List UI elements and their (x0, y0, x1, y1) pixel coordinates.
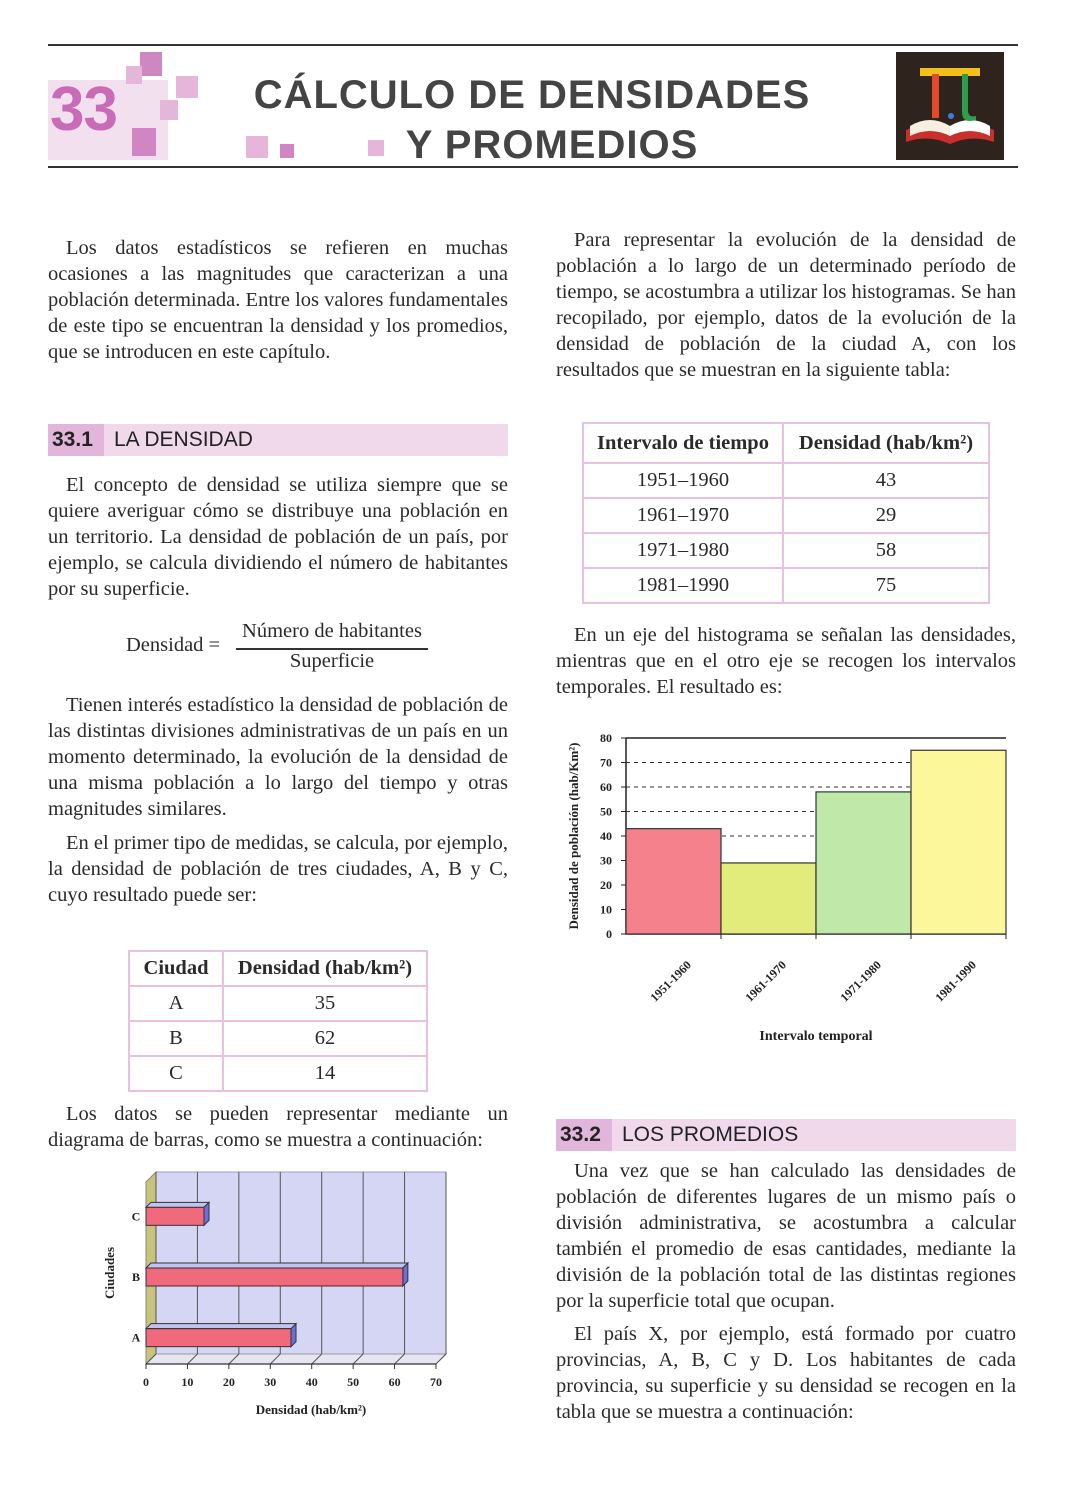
y-tick-label: 70 (600, 755, 612, 770)
table-cell: 29 (783, 498, 989, 533)
x-tick-label: 1971-1980 (837, 957, 885, 1005)
table-cell: 58 (783, 533, 989, 568)
chapter-number: 33 (50, 75, 117, 144)
section-number: 33.1 (48, 424, 104, 456)
table-header-row (583, 423, 989, 463)
table-row (129, 1021, 427, 1056)
x-tick-label: 30 (264, 1375, 277, 1389)
bar-A (146, 1329, 291, 1347)
y-tick-label: 20 (600, 878, 612, 892)
cities-paragraph: En el primer tipo de medidas, se calcula, por ejemplo, la densidad de población de tres ciudades, A, B y C, cuyo resultado puede ser: (48, 832, 508, 906)
x-tick-label: 10 (181, 1375, 194, 1389)
decor-square (132, 128, 156, 156)
table-row (129, 986, 427, 1021)
y-tick-label: 30 (600, 853, 612, 868)
cities-density-table (128, 950, 428, 1092)
table-cell: 1951–1960 (583, 463, 783, 498)
country-paragraph: El país X, por ejemplo, está formado por cuatro provincias, A, B, C y D. Los habitantes de cada provincia, su superficie y su densidad se recogen en la tabla que se muestra a continuación: (556, 1323, 1016, 1423)
table-header-row (129, 951, 427, 986)
header-top-rule (48, 44, 1018, 46)
table-cell: 1971–1980 (583, 533, 783, 568)
section-number: 33.2 (556, 1119, 612, 1151)
density-paragraph: El concepto de densidad se utiliza siempre que se quiere averiguar cómo se distribuye una población en un territorio. La densidad de población de un país, por ejemplo, se calcula dividiendo el número de habitantes por su superficie. (48, 474, 508, 600)
x-tick-label: 70 (430, 1375, 442, 1389)
y-axis-label: Ciudades (102, 1246, 117, 1300)
x-axis-label: Intervalo temporal (759, 1029, 873, 1044)
plot-floor (146, 1354, 446, 1364)
chapter-title-line1: CÁLCULO DE DENSIDADES (253, 73, 811, 117)
bar-1971-1980 (816, 792, 911, 934)
table-cell: 75 (783, 568, 989, 603)
table-cell: 1981–1990 (583, 568, 783, 603)
interest-paragraph: Tienen interés estadístico la densidad de población de las distintas divisiones administrativas de un país en un momento determinado, la evolución de la densidad de una misma población a lo largo del tiempo y otras magnitudes similares. (48, 694, 508, 820)
density-histogram (556, 718, 1026, 1058)
decor-square (140, 52, 162, 76)
formula-denominator: Superficie (289, 650, 375, 672)
x-tick-label: 60 (388, 1375, 401, 1389)
time-density-table (582, 422, 990, 604)
table-row (583, 463, 989, 498)
x-tick-label: 0 (143, 1375, 149, 1389)
chapter-title (222, 70, 842, 170)
histogram-axes-paragraph: En un eje del histograma se señalan las densidades, mientras que en el otro eje se recogen los intervalos temporales. El resultado es: (556, 624, 1016, 698)
y-tick-label: 0 (606, 927, 612, 941)
y-axis-label: Densidad de población (hab/Km²) (566, 742, 581, 930)
pi-book-icon (896, 52, 1004, 160)
averages-paragraph: Una vez que se han calculado las densidades de población de diferentes lugares de un mismo país o división administrativa, se acostumbra a calcular también el promedio de esas cantidades, mediante la división de la población total de las distintas regiones por la superficie total que ocupan. (556, 1160, 1016, 1312)
x-tick-label: 50 (347, 1375, 360, 1389)
decor-square (176, 76, 198, 98)
bar-1961-1970 (721, 863, 816, 934)
table-cell: C (129, 1056, 223, 1091)
table-row (583, 498, 989, 533)
y-tick-label: 50 (600, 804, 612, 819)
cities-bar-chart (90, 1168, 470, 1428)
y-tick-label: A (131, 1330, 141, 1345)
x-tick-label: 1961-1970 (742, 957, 790, 1005)
formula-numerator: Número de habitantes (242, 620, 422, 642)
histogram-intro-paragraph: Para representar la evolución de la densidad de población a lo largo de un determinado período de tiempo, se acostumbra a utilizar los histogramas. Se han recopilado, por ejemplo, datos de la evolución de la densidad de población de la ciudad A, con los resultados que se muestran en la siguiente tabla: (556, 229, 1016, 381)
table-cell: A (129, 986, 223, 1021)
table-header-cell: Densidad (hab/km²) (783, 423, 989, 463)
y-tick-label: C (131, 1209, 141, 1224)
bar-1981-1990 (911, 750, 1006, 934)
x-tick-label: 1951-1960 (647, 957, 695, 1005)
section-title: LA DENSIDAD (114, 428, 253, 451)
table-cell: 1961–1970 (583, 498, 783, 533)
table-header-cell: Ciudad (129, 951, 223, 986)
bar-top-face (146, 1202, 209, 1207)
table-cell: 43 (783, 463, 989, 498)
y-tick-label: 10 (600, 902, 612, 917)
bar-top-face (146, 1263, 408, 1268)
table-cell: 62 (223, 1021, 427, 1056)
bar-top-face (146, 1324, 296, 1329)
section-title: LOS PROMEDIOS (622, 1123, 799, 1146)
bar-C (146, 1207, 204, 1225)
x-axis-label: Densidad (hab/km²) (255, 1402, 367, 1417)
y-tick-label: 40 (600, 829, 612, 843)
table-cell: 35 (223, 986, 427, 1021)
chapter-title-line2: Y PROMEDIOS (405, 123, 699, 167)
intro-paragraph: Los datos estadísticos se refieren en muchas ocasiones a las magnitudes que caracterizan a una población determinada. Entre los valores fundamentales de este tipo se encuentran la densidad y los promedios, que se introducen en este capítulo. (48, 237, 508, 363)
section-heading-33-1 (48, 424, 508, 456)
decor-square (160, 100, 178, 120)
bar-chart-intro-paragraph: Los datos se pueden representar mediante un diagrama de barras, como se muestra a continuación: (48, 1103, 508, 1151)
table-header-cell: Densidad (hab/km²) (223, 951, 427, 986)
x-tick-label: 1981-1990 (932, 957, 980, 1005)
y-tick-label: B (131, 1270, 141, 1284)
decor-square (126, 66, 142, 84)
table-row (583, 568, 989, 603)
y-tick-label: 60 (600, 780, 612, 794)
x-tick-label: 20 (222, 1375, 235, 1389)
bar-1951-1960 (626, 829, 721, 934)
table-row (129, 1056, 427, 1091)
table-row (583, 533, 989, 568)
table-header-cell: Intervalo de tiempo (583, 423, 783, 463)
formula-lhs: Densidad = (126, 634, 221, 656)
x-tick-label: 40 (305, 1375, 318, 1389)
y-tick-label: 80 (600, 731, 612, 745)
table-cell: 14 (223, 1056, 427, 1091)
table-cell: B (129, 1021, 223, 1056)
bar-B (146, 1268, 403, 1286)
section-heading-33-2 (556, 1119, 1016, 1151)
